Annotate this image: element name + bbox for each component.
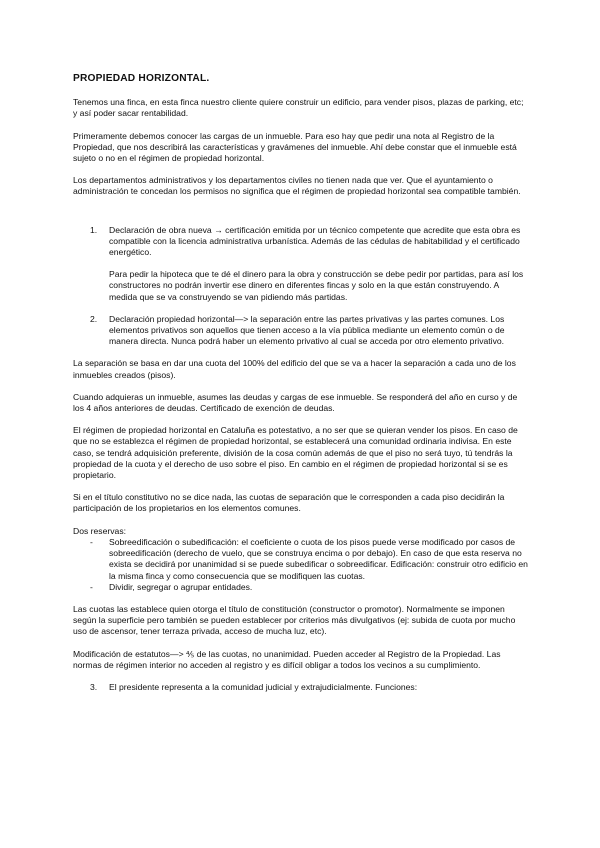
list-marker: 3. [90,681,98,692]
paragraph-cargas: Primeramente debemos conocer las cargas de un inmueble. Para eso hay que pedir una nota al Registro de la Propiedad, que nos describirá las características y gravámenes del inmueble. Ahí debe constar que el inmueble está sujeto o no en el régimen de propiedad horizontal. [73,130,517,164]
list-item-text: Sobreedificación o subedificación: el coeficiente o cuota de los pisos puede verse modificado por casos de sobreedificación (derecho de vuelo, que se construya encima o por debajo). En caso de que esta reserva no exista se decidirá por unanimidad si se puede subedificar o sobreedificar. Edificación: construir otro edificio en la misma finca y como consecuencia que se modifiquen las cuotas. [109,536,528,581]
list-item [73,537,529,582]
reservas-list [73,537,529,593]
list-item-text: El presidente representa a la comunidad judicial y extrajudicialmente. Funciones: [109,681,418,692]
paragraph-departamentos: Los departamentos administrativos y los departamentos civiles no tienen nada que ver. Que el ayuntamiento o administración te concedan los permisos no significa que el régimen de propiedad horizontal sea compatible también. [73,175,521,197]
reservas-heading: Dos reservas: [73,525,127,536]
list-marker: 1. [90,224,98,235]
paragraph-intro: Tenemos una finca, en esta finca nuestro cliente quiere construir un edificio, para vender pisos, plazas de parking, etc; y así poder sacar rentabilidad. [73,97,524,119]
list-item [73,582,529,593]
list-marker: - [90,581,93,592]
document-body [73,73,529,693]
paragraph-separacion: La separación se basa en dar una cuota del 100% del edificio del que se va a hacer la separación a cada uno de los inmuebles creados (pisos). [73,358,516,380]
list-item-subparagraph: Para pedir la hipoteca que te dé el dinero para la obra y construcción se debe pedir por partidas, para así los constructores no podrán invertir ese dinero en diferentes fincas y solo en la que están construyendo. A medida que se va construyendo se van pidiendo más partidas. [109,269,524,302]
paragraph-titulo-constitutivo: Si en el título constitutivo no se dice nada, las cuotas de separación que le corresponden a cada piso decidirán la participación de los propietarios en los elementos comunes. [73,492,505,514]
paragraph-deudas: Cuando adquieras un inmueble, asumes las deudas y cargas de ese inmueble. Se responderá del año en curso y de los 4 años anteriores de deudas. Certificado de exención de deudas. [73,391,518,414]
list-item-text: Dividir, segregar o agrupar entidades. [109,581,253,592]
paragraph-cataluna: El régimen de propiedad horizontal en Cataluña es potestativo, a no ser que se quieran vender los pisos. En caso de que no se establezca el régimen de propiedad horizontal, se establecerá una comunidad ordinaria indivisa. En este caso, se tendrá adquisición preferente, división de la cosa común además de que el piso no será tuyo, tú tendrás la propiedad de la cuota y el derecho de uso sobre el piso. En cambio en el régimen de propiedad horizontal si se es propietario. [73,425,518,481]
numbered-item-propiedad-horizontal [73,314,529,348]
document-title: PROPIEDAD HORIZONTAL. [73,73,210,84]
list-item-text: Declaración de obra nueva → certificación emitida por un técnico competente que acredite que esta obra es compatible con la licencia administrativa urbanística. Además de las cédulas de habitabilidad y el certificado energético. [109,224,521,258]
list-marker: - [90,536,93,547]
numbered-item-presidente [73,682,529,693]
numbered-item-obra-nueva [73,225,529,303]
list-item-text: Declaración propiedad horizontal—> la separación entre las partes privativas y las partes comunes. Los elementos privativos son aquellos que tienen acceso a la vía pública mediante un elemento común o de manera directa. Nunca podrá haber un elemento privativo al cual se acceda por otro elemento privativo. [109,313,505,347]
paragraph-cuotas: Las cuotas las establece quien otorga el título de constitución (constructor o promotor). Normalmente se imponen según la superficie pero también se pueden establecer por criterios más divulgativos (ej: subida de cuota por mucho uso de ascensor, tener terraza privada, acceso de mucha luz, etc). [73,603,516,637]
list-marker: 2. [90,313,98,324]
paragraph-estatutos: Modificación de estatutos—> ⅘ de las cuotas, no unanimidad. Pueden acceder al Registro de la Propiedad. Las normas de régimen interior no acceden al registro y es difícil obligar a todos los vecinos a su cumplimiento. [73,648,501,670]
